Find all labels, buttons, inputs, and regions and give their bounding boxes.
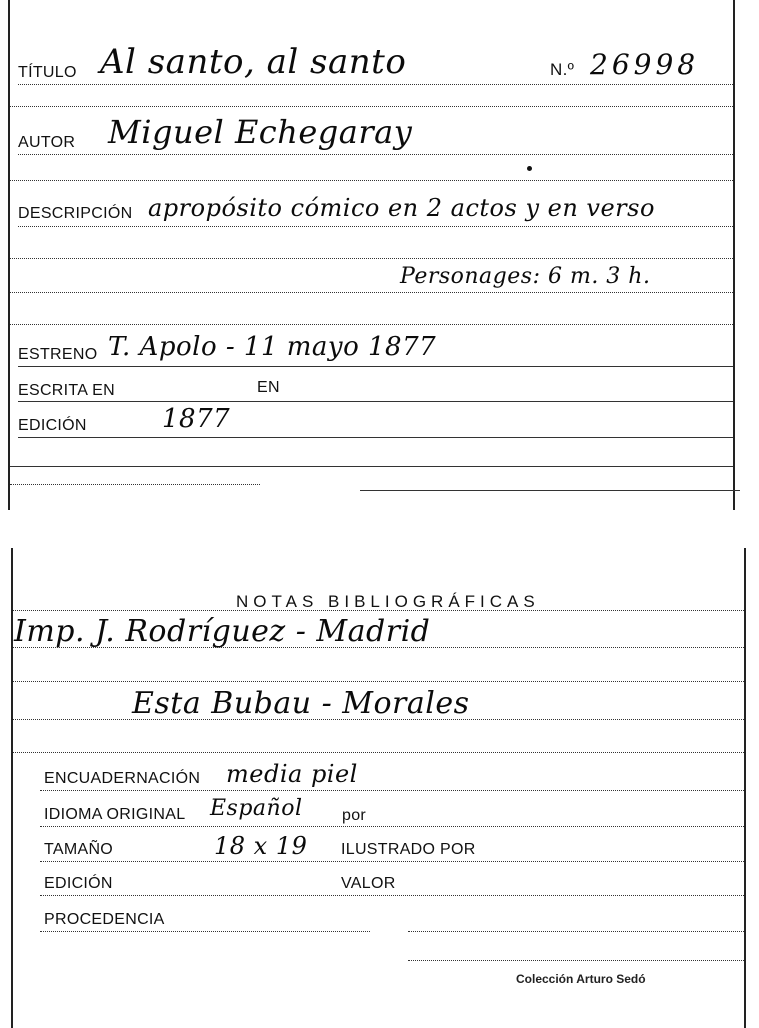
notas-line (13, 719, 744, 720)
edicion-line (18, 437, 733, 438)
blank-line (10, 106, 733, 107)
descripcion-line-2 (10, 258, 733, 259)
idioma-value: Español (210, 796, 303, 821)
card-left-border (8, 0, 10, 510)
blank-line (408, 960, 744, 961)
note-line-1: Imp. J. Rodríguez - Madrid (14, 614, 431, 649)
numero-label: N.º (550, 60, 575, 79)
descripcion-value-2: Personages: 6 m. 3 h. (400, 264, 651, 289)
titulo-value: Al santo, al santo (100, 42, 407, 82)
edicion-label: EDICIÓN (18, 417, 87, 434)
card-right-border (733, 0, 735, 510)
ilustrado-label: ILUSTRADO POR (341, 841, 476, 858)
encuadernacion-line (40, 790, 744, 791)
escrita-en-label: ESCRITA EN (18, 382, 115, 399)
descripcion-label: DESCRIPCIÓN (18, 205, 133, 222)
blank-line (10, 180, 733, 181)
numero-value: 26998 (590, 48, 700, 81)
notas-line (13, 681, 744, 682)
notas-line (13, 647, 744, 648)
scan-fragment-line (10, 484, 260, 485)
collection-credit: Colección Arturo Sedó (516, 972, 646, 986)
estreno-line (18, 366, 733, 367)
encuadernacion-label: ENCUADERNACIÓN (44, 770, 201, 787)
estreno-value: T. Apolo - 11 mayo 1877 (108, 332, 437, 362)
titulo-label: TÍTULO (18, 64, 77, 81)
tamano-label: TAMAÑO (44, 841, 114, 858)
blank-line (10, 292, 733, 293)
notas-line (13, 752, 744, 753)
ink-dot (527, 166, 532, 171)
notas-heading: NOTAS BIBLIOGRÁFICAS (236, 592, 540, 611)
titulo-line (18, 84, 733, 85)
idioma-label: IDIOMA ORIGINAL (44, 806, 186, 823)
edicion-value: 1877 (162, 404, 231, 434)
procedencia-line-right (408, 931, 744, 932)
notas-line (13, 610, 744, 611)
note-line-2: Esta Bubau - Morales (132, 686, 470, 721)
escrita-en-line (18, 401, 733, 402)
autor-line (18, 154, 733, 155)
edicion2-label: EDICIÓN (44, 875, 113, 892)
autor-value: Miguel Echegaray (108, 113, 413, 151)
estreno-label: ESTRENO (18, 346, 98, 363)
valor-label: VALOR (341, 875, 396, 892)
por-label: por (342, 807, 367, 824)
en-label: EN (257, 379, 280, 396)
edicion2-line (40, 895, 744, 896)
card-left-border (11, 548, 13, 1028)
descripcion-value: apropósito cómico en 2 actos y en verso (148, 194, 655, 222)
encuadernacion-value: media piel (226, 760, 358, 788)
tamano-value: 18 x 19 (214, 832, 308, 860)
catalog-card-front (0, 0, 759, 510)
catalog-card-back (0, 548, 759, 1028)
procedencia-label: PROCEDENCIA (44, 911, 165, 928)
scan-fragment-line (360, 490, 740, 491)
tamano-line (40, 861, 744, 862)
card-right-border (744, 548, 746, 1028)
descripcion-line (18, 226, 733, 227)
idioma-line (40, 826, 744, 827)
autor-label: AUTOR (18, 134, 76, 151)
procedencia-line (40, 931, 370, 932)
blank-line (10, 324, 733, 325)
blank-line (10, 466, 733, 467)
